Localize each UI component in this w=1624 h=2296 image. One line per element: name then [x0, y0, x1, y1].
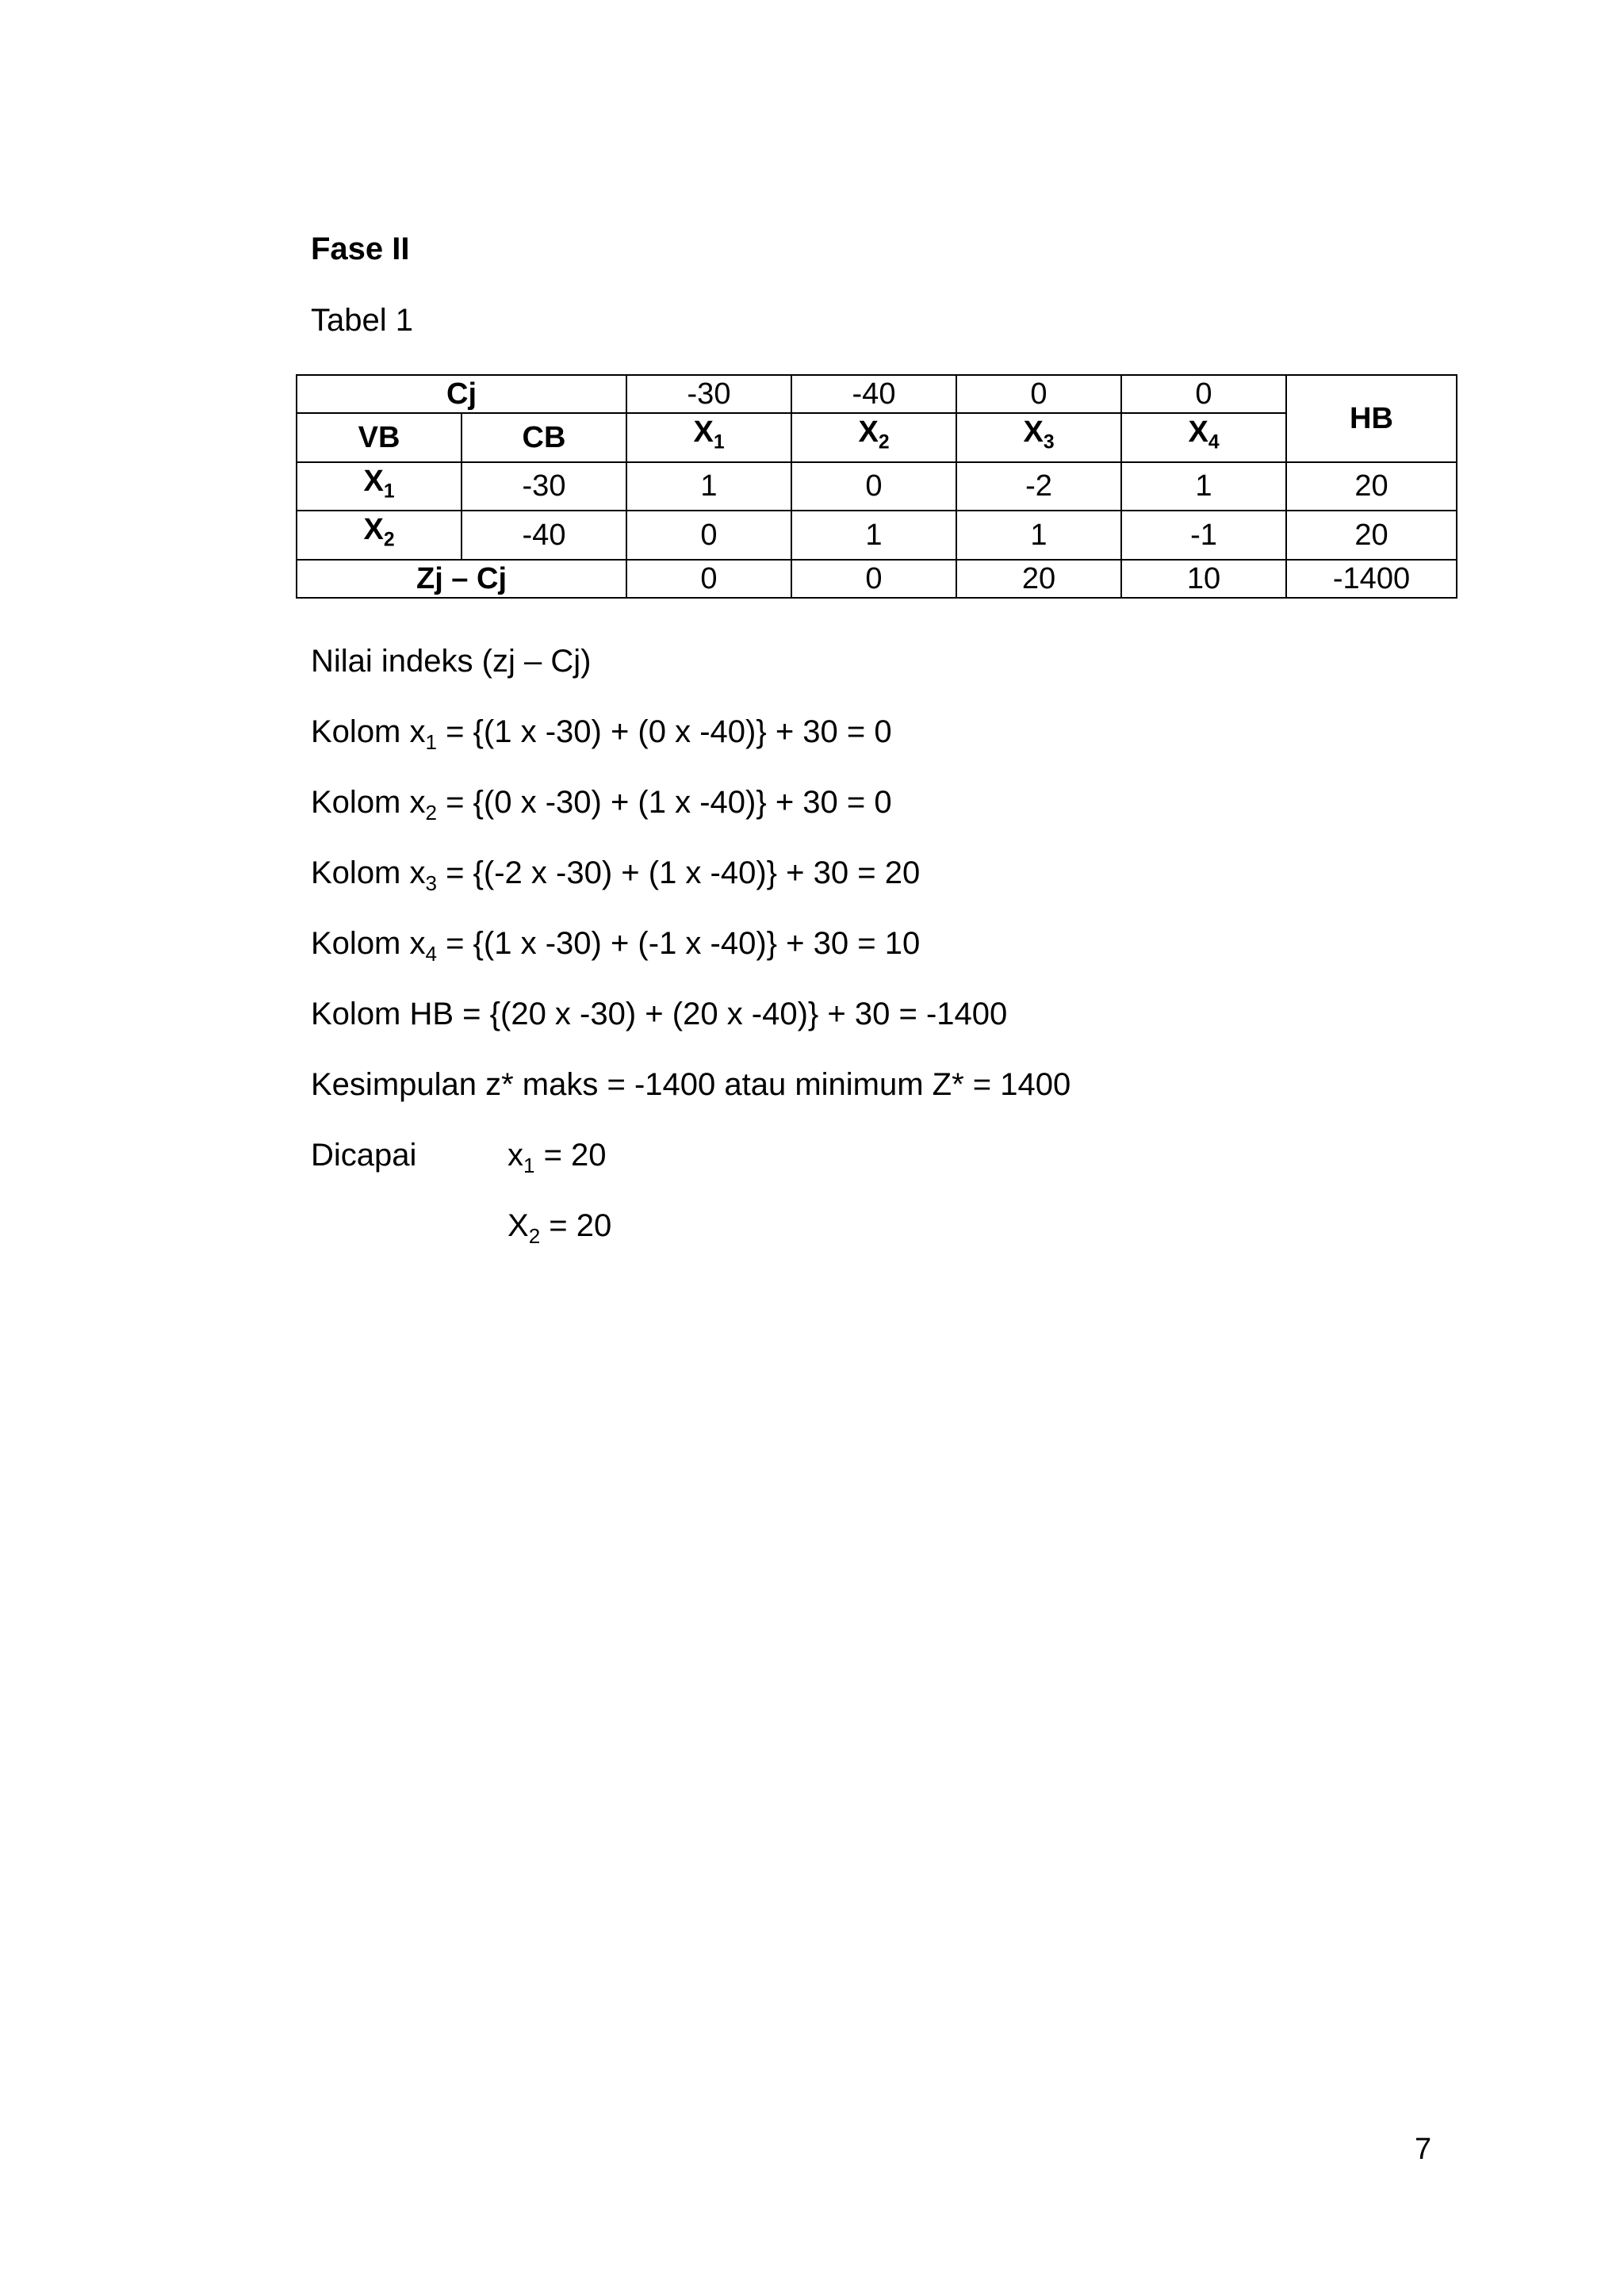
table-cell: 0	[791, 560, 956, 598]
calc-line: Kolom HB = {(20 x -30) + (20 x -40)} + 30 = -1400	[311, 997, 1008, 1031]
achieved-value: $x_1 = 20$	[508, 1138, 607, 1177]
cb-header: CB	[462, 413, 626, 462]
basis-variable: $X_1$	[297, 462, 462, 511]
var-header: $X_1$	[626, 413, 791, 462]
achieved-label: Dicapai	[311, 1138, 417, 1173]
var-header: $X_4$	[1121, 413, 1286, 462]
cj-value: -40	[791, 375, 956, 413]
basis-cost: -30	[462, 462, 626, 511]
calc-line: Kolom $x_3 = \{(-2$ x -30) + (1 x -40)} + 30 = 20	[311, 855, 921, 895]
table-cell: 20	[1286, 462, 1457, 511]
zj-label: Zj – Cj	[297, 560, 626, 598]
page-number: 7	[1415, 2133, 1432, 2166]
basis-variable: $X_2$	[297, 511, 462, 560]
calc-line: Kolom $x_4 = \{(1$ x -30) + (-1 x -40)} + 30 = 10	[311, 926, 921, 966]
cj-label: Cj	[297, 375, 626, 413]
basis-cost: -40	[462, 511, 626, 560]
calc-line: Kolom $x_2 = \{(0$ x -30) + (1 x -40)} + 30 = 0	[311, 785, 892, 825]
zj-row	[297, 560, 1457, 598]
table-row	[297, 462, 1457, 511]
table-cell: 20	[956, 560, 1121, 598]
table-cell: 20	[1286, 511, 1457, 560]
conclusion-line: Kesimpulan z* maks = -1400 atau minimum Z* = 1400	[311, 1067, 1071, 1102]
cj-value: 0	[1121, 375, 1286, 413]
table-cell: -2	[956, 462, 1121, 511]
table-cell: -1	[1121, 511, 1286, 560]
var-header: $X_3$	[956, 413, 1121, 462]
table-cell: 10	[1121, 560, 1286, 598]
var-header: $X_2$	[791, 413, 956, 462]
table-cell: 0	[626, 560, 791, 598]
table-cell: 0	[626, 511, 791, 560]
vb-header: VB	[297, 413, 462, 462]
index-title: Nilai indeks (zj – Cj)	[311, 644, 592, 679]
simplex-table	[296, 374, 1457, 599]
cj-value: -30	[626, 375, 791, 413]
hb-header: HB	[1286, 375, 1457, 462]
table-cell: 1	[626, 462, 791, 511]
achieved-value: $X_2 = 20$	[508, 1208, 612, 1248]
table-caption: Tabel 1	[311, 303, 413, 338]
table-cell: 1	[956, 511, 1121, 560]
table-cell: 1	[791, 511, 956, 560]
table-cell: 1	[1121, 462, 1286, 511]
section-heading: Fase II	[311, 232, 410, 266]
calc-line: Kolom $x_1 = \{(1$ x -30) + (0 x -40)} + 30 = 0	[311, 714, 892, 754]
cj-value: 0	[956, 375, 1121, 413]
table-cell: -1400	[1286, 560, 1457, 598]
table-row	[297, 511, 1457, 560]
table-cell: 0	[791, 462, 956, 511]
